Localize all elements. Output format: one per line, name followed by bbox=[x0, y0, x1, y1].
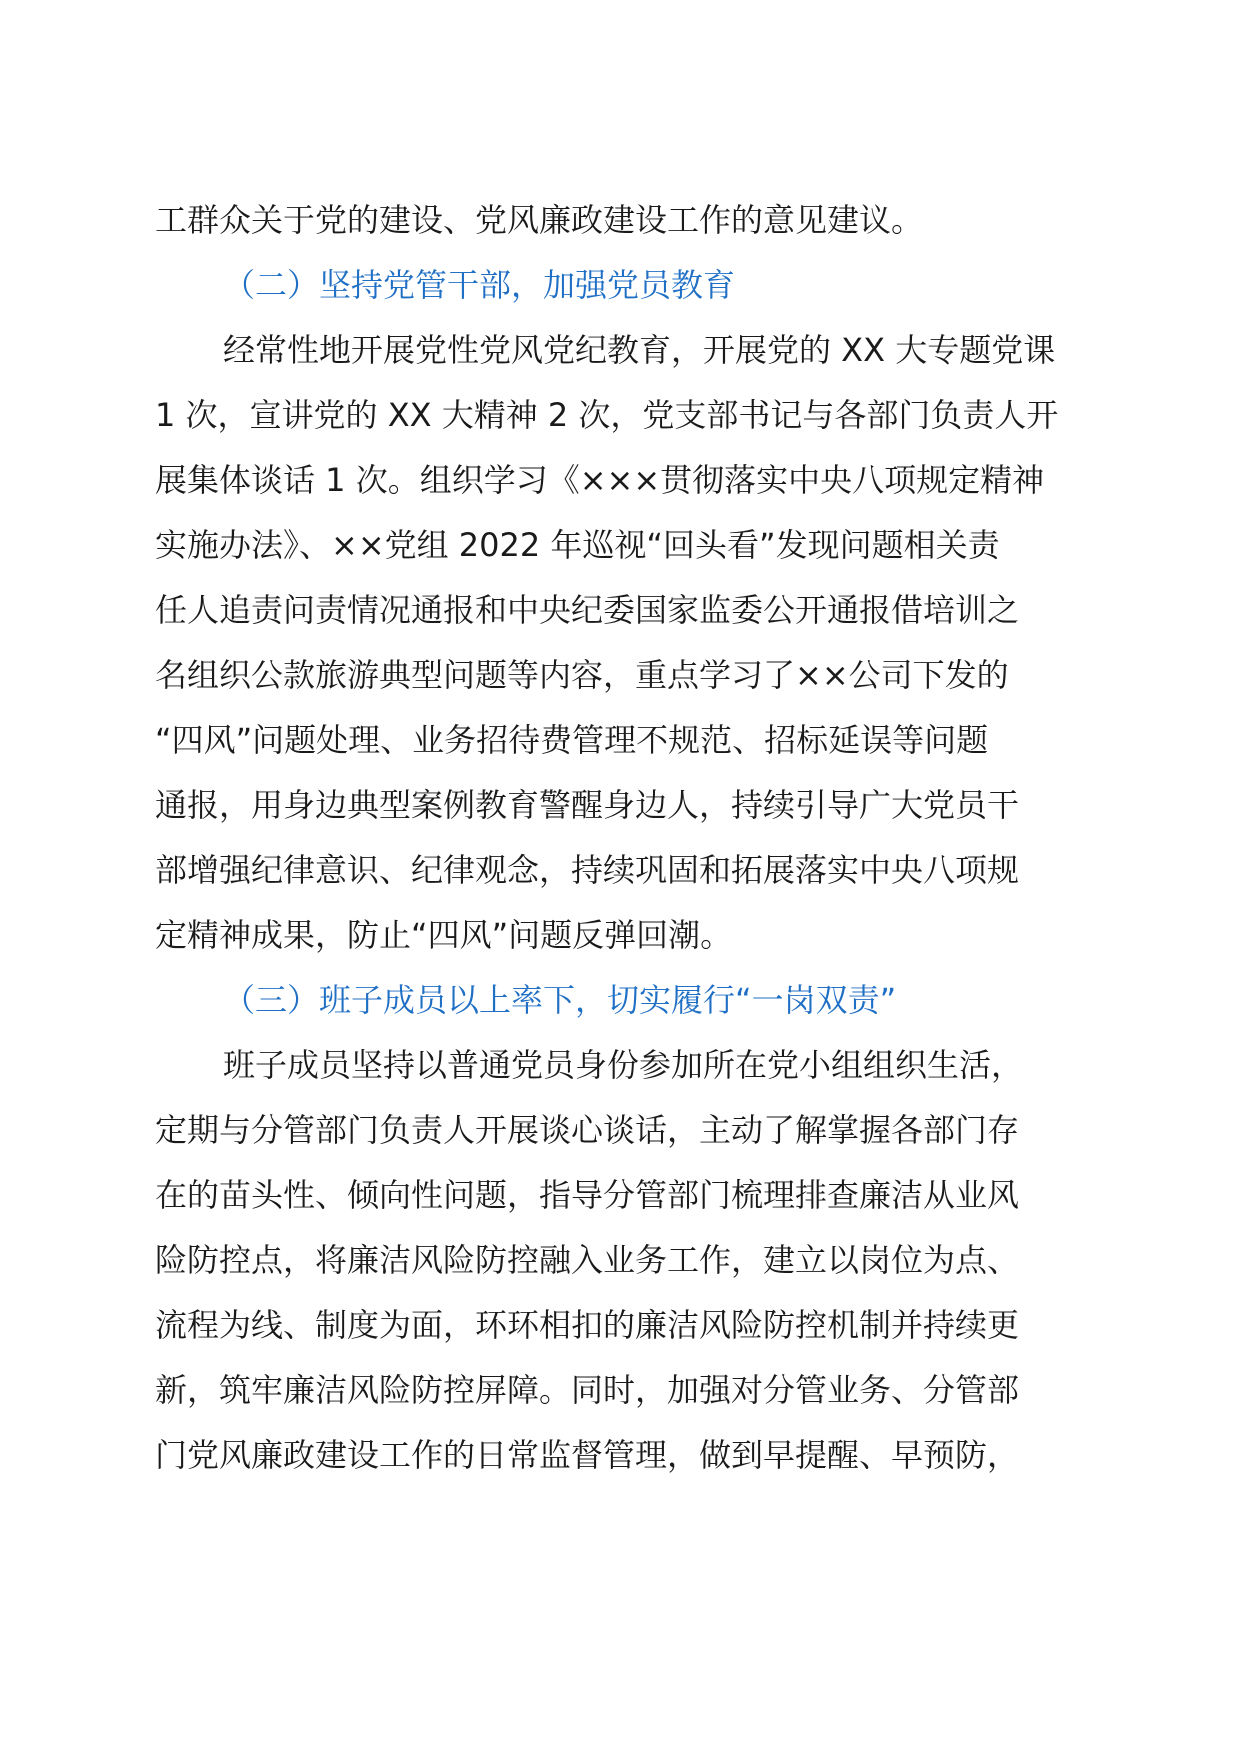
text-line: 流程为线、制度为面，环环相扣的廉洁风险防控机制并持续更 bbox=[155, 1306, 1020, 1344]
text-line: 新，筑牢廉洁风险防控屏障。同时，加强对分管业务、分管部 bbox=[155, 1371, 1020, 1409]
text-line: 实施办法》、××党组 2022 年巡视“回头看”发现问题相关责 bbox=[155, 526, 1000, 564]
section-heading-2 bbox=[155, 253, 1095, 318]
text-line: 1 次，宣讲党的 XX 大精神 2 次，党支部书记与各部门负责人开 bbox=[155, 396, 1059, 434]
document-body bbox=[155, 188, 1095, 1488]
paragraph-leadership-duty bbox=[155, 1033, 1095, 1488]
paragraph-party-education bbox=[155, 318, 1095, 968]
text-line: 门党风廉政建设工作的日常监督管理，做到早提醒、早预防， bbox=[155, 1436, 1020, 1474]
paragraph-continuation bbox=[155, 188, 1095, 253]
text-line: 部增强纪律意识、纪律观念，持续巩固和拓展落实中央八项规 bbox=[155, 851, 1020, 889]
text-line: 任人追责问责情况通报和中央纪委国家监委公开通报借培训之 bbox=[155, 591, 1020, 629]
text-line: 通报，用身边典型案例教育警醒身边人，持续引导广大党员干 bbox=[155, 786, 1020, 824]
section-heading-3 bbox=[155, 968, 1095, 1033]
heading-text: （三）班子成员以上率下，切实履行“一岗双责” bbox=[223, 981, 897, 1019]
text-line: 险防控点，将廉洁风险防控融入业务工作，建立以岗位为点、 bbox=[155, 1241, 1020, 1279]
text-line: 班子成员坚持以普通党员身份参加所在党小组组织生活， bbox=[223, 1046, 1024, 1084]
text-line: 经常性地开展党性党风党纪教育，开展党的 XX 大专题党课 bbox=[223, 331, 1056, 369]
text-line: 工群众关于党的建设、党风廉政建设工作的意见建议。 bbox=[155, 201, 924, 239]
text-line: 名组织公款旅游典型问题等内容，重点学习了××公司下发的 bbox=[155, 656, 1009, 694]
text-line: 展集体谈话 1 次。组织学习《×××贯彻落实中央八项规定精神 bbox=[155, 461, 1045, 499]
heading-text: （二）坚持党管干部，加强党员教育 bbox=[223, 266, 736, 304]
text-line: 在的苗头性、倾向性问题，指导分管部门梳理排查廉洁从业风 bbox=[155, 1176, 1020, 1214]
text-line: “四风”问题处理、业务招待费管理不规范、招标延误等问题 bbox=[155, 721, 989, 759]
text-line: 定期与分管部门负责人开展谈心谈话，主动了解掌握各部门存 bbox=[155, 1111, 1020, 1149]
text-line: 定精神成果，防止“四风”问题反弹回潮。 bbox=[155, 916, 733, 954]
